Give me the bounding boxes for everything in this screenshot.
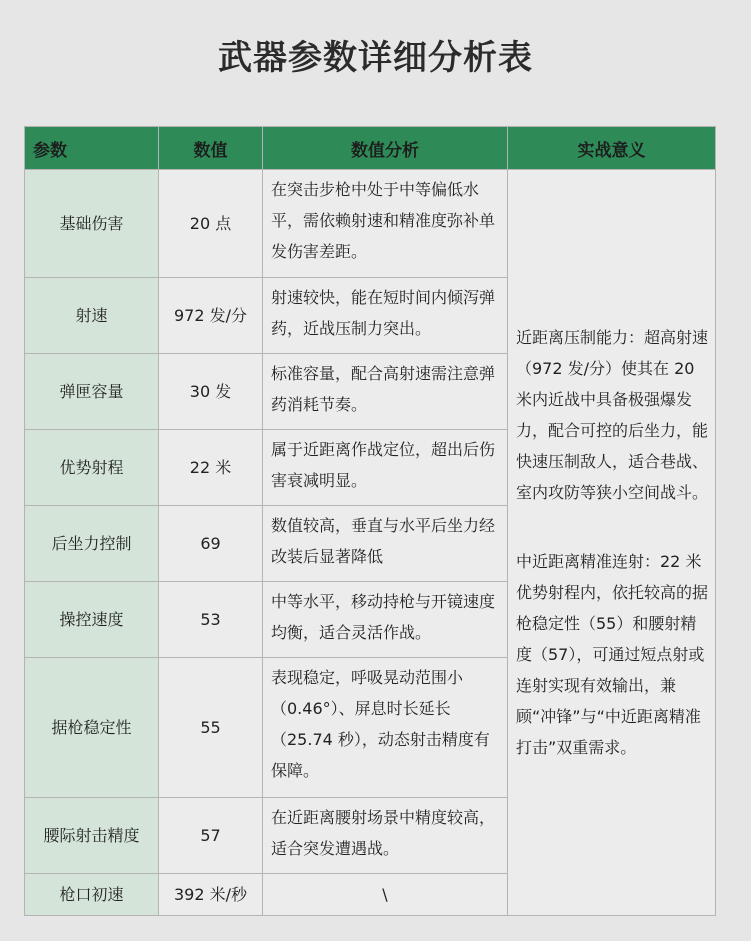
significance-paragraph: 中近距离精准连射：22 米优势射程内，依托较高的据枪稳定性（55）和腰射精度（57），可通过短点射或连射实现有效输出，兼顾“冲锋”与“中近距离精准打击”双重需求。 xyxy=(516,552,709,757)
param-cell: 射速 xyxy=(25,278,159,354)
analysis-cell: 表现稳定，呼吸晃动范围小（0.46°）、屏息时长延长（25.74 秒），动态射击精度有保障。 xyxy=(263,658,508,798)
analysis-cell: 在突击步枪中处于中等偏低水平，需依赖射速和精准度弥补单发伤害差距。 xyxy=(263,170,508,278)
page-title: 武器参数详细分析表 xyxy=(218,38,533,78)
param-cell: 优势射程 xyxy=(25,430,159,506)
header-value: 数值 xyxy=(159,127,263,170)
param-cell: 后坐力控制 xyxy=(25,506,159,582)
param-cell: 枪口初速 xyxy=(25,874,159,916)
analysis-cell: 射速较快，能在短时间内倾泻弹药，近战压制力突出。 xyxy=(263,278,508,354)
weapon-params-table xyxy=(24,126,716,916)
analysis-cell: 在近距离腰射场景中精度较高，适合突发遭遇战。 xyxy=(263,798,508,874)
table-row xyxy=(25,170,716,278)
value-cell: 57 xyxy=(159,798,263,874)
header-param: 参数 xyxy=(25,127,159,170)
value-cell: 22 米 xyxy=(159,430,263,506)
significance-cell xyxy=(508,170,716,916)
value-cell: 55 xyxy=(159,658,263,798)
value-cell: 30 发 xyxy=(159,354,263,430)
param-cell: 操控速度 xyxy=(25,582,159,658)
value-cell: 69 xyxy=(159,506,263,582)
analysis-cell: 属于近距离作战定位，超出后伤害衰减明显。 xyxy=(263,430,508,506)
value-cell: 53 xyxy=(159,582,263,658)
param-cell: 基础伤害 xyxy=(25,170,159,278)
param-cell: 据枪稳定性 xyxy=(25,658,159,798)
value-cell: 972 发/分 xyxy=(159,278,263,354)
significance-paragraph: 近距离压制能力：超高射速（972 发/分）使其在 20 米内近战中具备极强爆发力，配合可控的后坐力，能快速压制敌人，适合巷战、室内攻防等狭小空间战斗。 xyxy=(516,328,709,502)
analysis-cell: \ xyxy=(263,874,508,916)
analysis-cell: 中等水平，移动持枪与开镜速度均衡，适合灵活作战。 xyxy=(263,582,508,658)
analysis-cell: 数值较高，垂直与水平后坐力经改装后显著降低 xyxy=(263,506,508,582)
header-analysis: 数值分析 xyxy=(263,127,508,170)
param-cell: 腰际射击精度 xyxy=(25,798,159,874)
header-row xyxy=(25,127,716,170)
value-cell: 392 米/秒 xyxy=(159,874,263,916)
header-significance: 实战意义 xyxy=(508,127,716,170)
value-cell: 20 点 xyxy=(159,170,263,278)
param-cell: 弹匣容量 xyxy=(25,354,159,430)
analysis-cell: 标准容量，配合高射速需注意弹药消耗节奏。 xyxy=(263,354,508,430)
